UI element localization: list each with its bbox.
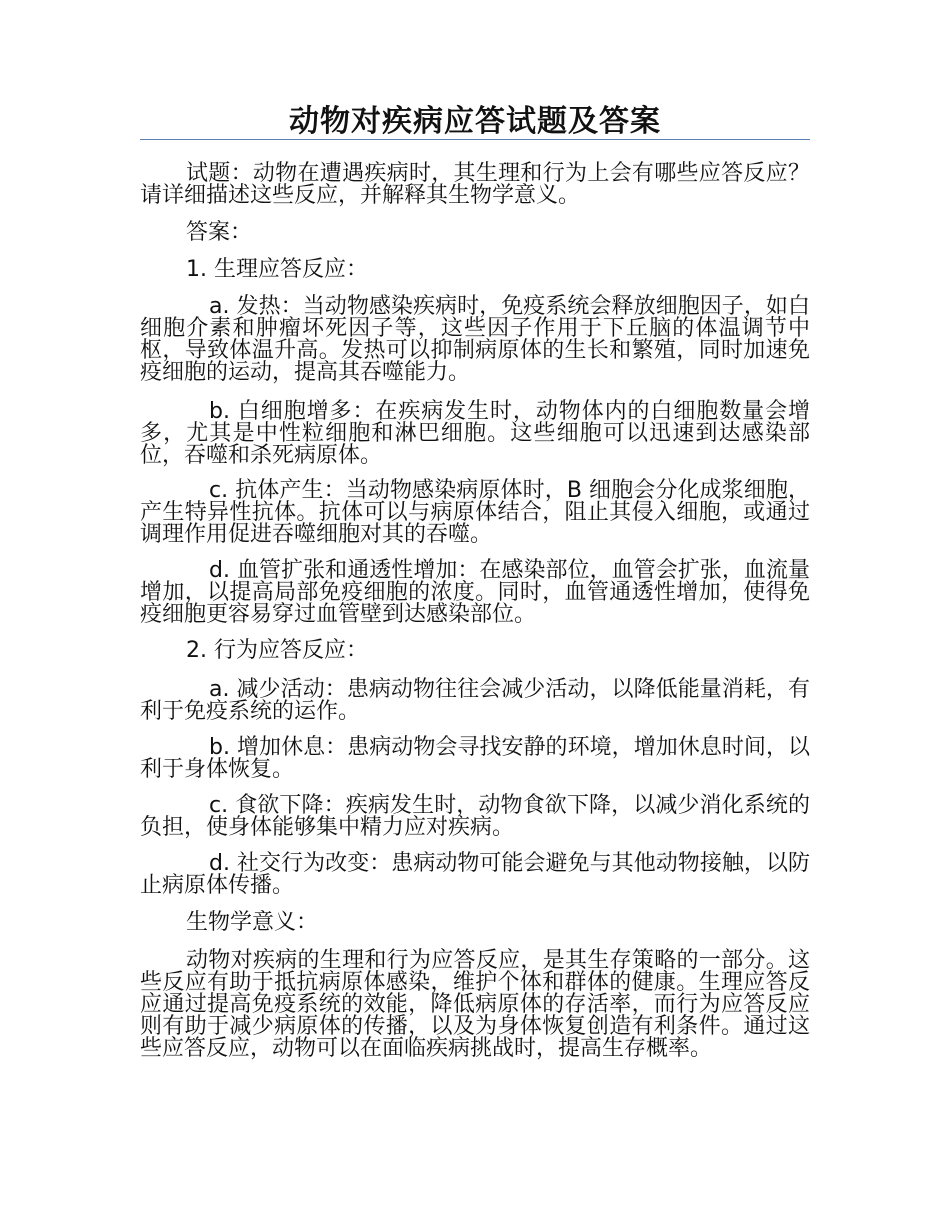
- behavioral-item-rest: b. 增加休息：患病动物会寻找安静的环境，增加休息时间，以利于身体恢复。: [140, 735, 810, 782]
- answer-label: 答案：: [186, 220, 253, 245]
- physiological-item-antibody: c. 抗体产生：当动物感染病原体时，B 细胞会分化成浆细胞，产生特异性抗体。抗体可以与病原体结合，阻止其侵入细胞，或通过调理作用促进吞噬细胞对其的吞噬。: [140, 478, 810, 547]
- significance-label: 生物学意义：: [186, 910, 319, 935]
- section-heading-physiological: 1. 生理应答反应：: [186, 257, 368, 282]
- significance-paragraph: 动物对疾病的生理和行为应答反应，是其生存策略的一部分。这些反应有助于抵抗病原体感染，维护个体和群体的健康。生理应答反应通过提高免疫系统的效能，降低病原体的存活率，而行为应答反应则有助于减少病原体的传播，以及为身体恢复创造有利条件。通过这些应答反应，动物可以在面临疾病挑战时，提高生存概率。: [140, 948, 810, 1061]
- document-title: 动物对疾病应答试题及答案: [289, 104, 661, 139]
- behavioral-item-activity: a. 减少活动：患病动物往往会减少活动，以降低能量消耗，有利于免疫系统的运作。: [140, 677, 810, 724]
- question-paragraph: 试题：动物在遭遇疾病时，其生理和行为上会有哪些应答反应？请详细描述这些反应，并解释其生物学意义。: [140, 161, 810, 208]
- behavioral-item-appetite: c. 食欲下降：疾病发生时，动物食欲下降，以减少消化系统的负担，使身体能够集中精力应对疾病。: [140, 793, 810, 840]
- section-heading-behavioral: 2. 行为应答反应：: [186, 638, 368, 663]
- physiological-item-fever: a. 发热：当动物感染疾病时，免疫系统会释放细胞因子，如白细胞介素和肿瘤坏死因子等，这些因子作用于下丘脑的体温调节中枢，导致体温升高。发热可以抑制病原体的生长和繁殖，同时加速免疫细胞的运动，提高其吞噬能力。: [140, 294, 810, 385]
- physiological-item-leukocytosis: b. 白细胞增多：在疾病发生时，动物体内的白细胞数量会增多，尤其是中性粒细胞和淋巴细胞。这些细胞可以迅速到达感染部位，吞噬和杀死病原体。: [140, 399, 810, 468]
- title-underline: [140, 139, 810, 140]
- behavioral-item-social: d. 社交行为改变：患病动物可能会避免与其他动物接触，以防止病原体传播。: [140, 851, 810, 898]
- physiological-item-vasodilation: d. 血管扩张和通透性增加：在感染部位，血管会扩张，血流量增加，以提高局部免疫细胞的浓度。同时，血管通透性增加，使得免疫细胞更容易穿过血管壁到达感染部位。: [140, 558, 810, 627]
